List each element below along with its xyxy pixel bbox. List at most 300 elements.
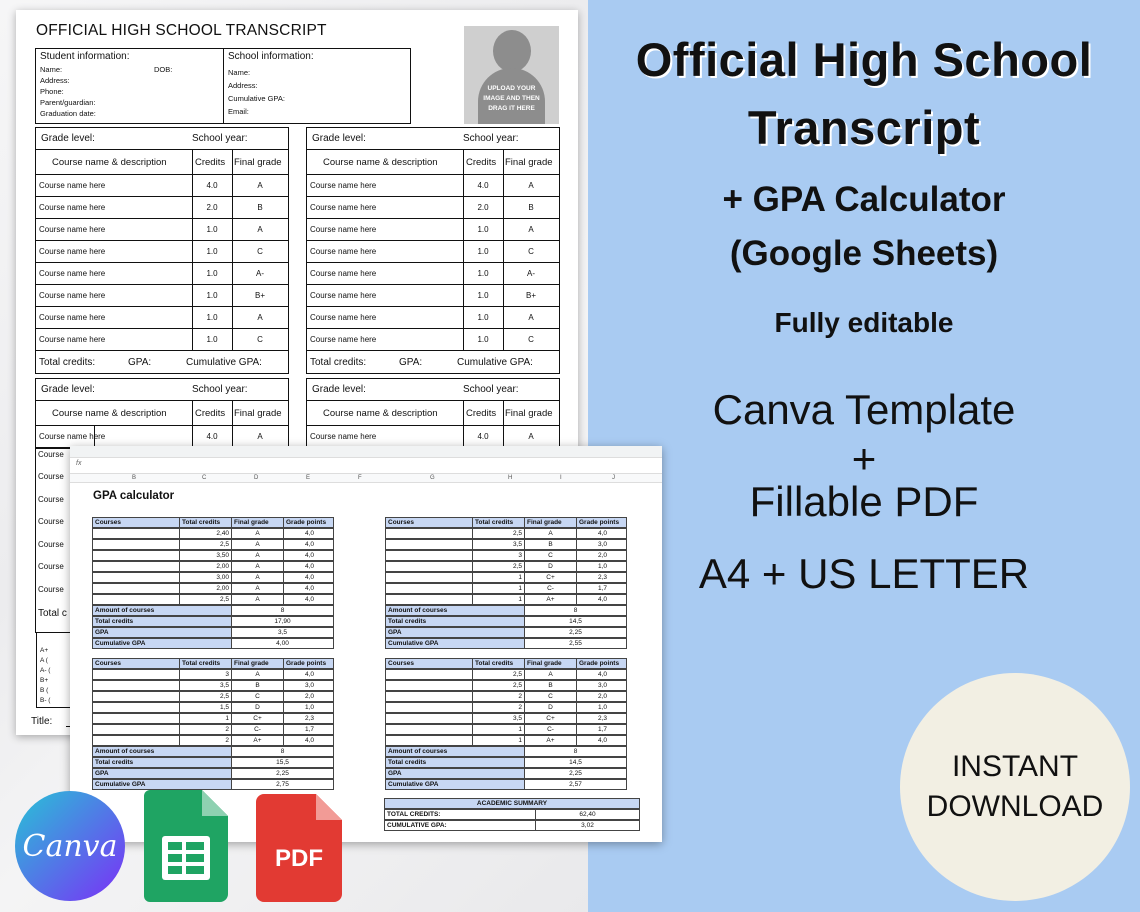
course-cell[interactable]: [93, 540, 179, 549]
summary-value[interactable]: 8: [231, 747, 333, 756]
summary-label: Total credits: [386, 617, 524, 626]
course-row[interactable]: [307, 175, 559, 197]
value-cell[interactable]: A: [231, 595, 283, 604]
value-cell[interactable]: A+: [231, 736, 283, 745]
course-grade: C: [257, 335, 263, 344]
totals-row: [36, 351, 288, 373]
gpa-table-header: [92, 658, 334, 669]
course-cell[interactable]: [386, 595, 472, 604]
value-cell[interactable]: C-: [524, 725, 576, 734]
summary-value[interactable]: 8: [524, 606, 626, 615]
gpa-summary-row: [385, 605, 627, 616]
student-field: Address:: [40, 76, 70, 85]
column-header-row: [36, 150, 288, 175]
gpa-summary-row: [92, 605, 334, 616]
summary-credits-value: 62,40: [535, 810, 639, 819]
value-cell[interactable]: A: [231, 529, 283, 538]
grade-level-row: [307, 128, 559, 150]
course-row[interactable]: [307, 285, 559, 307]
value-cell[interactable]: C: [524, 551, 576, 560]
value-cell[interactable]: 4,0: [576, 736, 628, 745]
summary-label: Cumulative GPA: [93, 639, 231, 648]
person-silhouette-icon: [493, 30, 531, 72]
summary-label: GPA: [386, 769, 524, 778]
gpa-row[interactable]: [92, 702, 334, 713]
course-row[interactable]: [307, 426, 559, 448]
summary-label: Total credits: [93, 758, 231, 767]
course-cell[interactable]: [93, 584, 179, 593]
summary-value[interactable]: 2,25: [524, 769, 626, 778]
value-cell[interactable]: 3: [179, 670, 231, 679]
grade-level-label: Grade level:: [41, 133, 95, 144]
value-cell[interactable]: 1: [472, 736, 524, 745]
course-row[interactable]: [36, 263, 288, 285]
header-cell: Courses: [95, 660, 122, 667]
sheet-toolbar: [70, 446, 662, 458]
value-cell[interactable]: 1,7: [283, 725, 335, 734]
summary-label: Amount of courses: [93, 606, 231, 615]
gpa-row[interactable]: [385, 702, 627, 713]
col-grade-header: Final grade: [234, 407, 282, 419]
course-row[interactable]: [36, 329, 288, 351]
value-cell[interactable]: 1: [472, 595, 524, 604]
course-row-partial: Course: [38, 540, 64, 549]
course-cell[interactable]: [93, 595, 179, 604]
gpa-row[interactable]: [92, 572, 334, 583]
key-item: A- (: [40, 667, 51, 674]
hero-plus: +: [851, 435, 877, 482]
course-row-partial: Course: [38, 585, 64, 594]
value-cell[interactable]: A: [231, 551, 283, 560]
academic-summary-header: [384, 798, 640, 809]
column-letter[interactable]: J: [612, 475, 615, 481]
course-cell[interactable]: [386, 573, 472, 582]
hero-line1: Official High School: [635, 33, 1093, 86]
col-course-header: Course name & description: [323, 407, 438, 419]
value-cell[interactable]: 4,0: [283, 540, 335, 549]
gpa-row[interactable]: [385, 680, 627, 691]
gpa-row[interactable]: [385, 724, 627, 735]
value-cell[interactable]: 2,3: [283, 714, 335, 723]
hero-a4-us-letter: A4 + US LETTER: [698, 550, 1030, 597]
course-row[interactable]: [36, 241, 288, 263]
gpa-row[interactable]: [92, 691, 334, 702]
value-cell[interactable]: 4,0: [283, 573, 335, 582]
gpa-row[interactable]: [92, 583, 334, 594]
value-cell[interactable]: C+: [524, 714, 576, 723]
gpa-row[interactable]: [92, 594, 334, 605]
value-cell[interactable]: 1,0: [576, 562, 628, 571]
summary-gpa-value: 3,02: [535, 821, 639, 830]
course-name: Course name here: [310, 291, 377, 300]
summary-value[interactable]: 2,25: [524, 628, 626, 637]
course-row[interactable]: [307, 219, 559, 241]
value-cell[interactable]: 1,7: [576, 584, 628, 593]
column-letter[interactable]: I: [560, 475, 562, 481]
course-credits: 4.0: [206, 181, 218, 190]
summary-label: GPA: [386, 628, 524, 637]
course-credits: 2.0: [477, 203, 489, 212]
school-field: Cumulative GPA:: [228, 94, 285, 103]
header-cell: Grade points: [576, 518, 628, 527]
summary-value[interactable]: 4,00: [231, 639, 333, 648]
course-cell[interactable]: [93, 725, 179, 734]
value-cell[interactable]: 2,5: [179, 692, 231, 701]
value-cell[interactable]: B: [231, 681, 283, 690]
col-course-header: Course name & description: [52, 407, 167, 419]
value-cell[interactable]: 2,00: [179, 584, 231, 593]
gpa-row[interactable]: [92, 550, 334, 561]
course-cell[interactable]: [93, 670, 179, 679]
course-grade: B+: [254, 291, 265, 300]
value-cell[interactable]: 4,0: [283, 595, 335, 604]
course-cell[interactable]: [386, 670, 472, 679]
value-cell[interactable]: 1,0: [283, 703, 335, 712]
course-row[interactable]: [36, 197, 288, 219]
value-cell[interactable]: A: [524, 529, 576, 538]
course-credits: 1.0: [206, 269, 218, 278]
value-cell[interactable]: 4,0: [576, 529, 628, 538]
gpa-spreadsheet: [70, 446, 662, 842]
course-grade: A-: [256, 269, 264, 278]
col-grade-header: Final grade: [234, 156, 282, 168]
col-credits-header: Credits: [466, 156, 497, 168]
google-sheets-icon: [144, 790, 228, 902]
course-grade: A: [528, 313, 534, 322]
course-cell[interactable]: [386, 529, 472, 538]
gpa-row[interactable]: [92, 735, 334, 746]
course-credits: 1.0: [477, 313, 489, 322]
column-letter[interactable]: C: [202, 475, 207, 481]
gpa-row[interactable]: [385, 713, 627, 724]
school-year-label: School year:: [192, 133, 248, 144]
value-cell[interactable]: A: [231, 562, 283, 571]
course-cell[interactable]: [386, 692, 472, 701]
summary-value[interactable]: 3,5: [231, 628, 333, 637]
value-cell[interactable]: D: [231, 703, 283, 712]
value-cell[interactable]: 2: [179, 736, 231, 745]
value-cell[interactable]: 4,0: [283, 551, 335, 560]
gpa-summary-row: [92, 638, 334, 649]
course-row[interactable]: [36, 175, 288, 197]
gpa-summary-row: [92, 627, 334, 638]
course-row[interactable]: [36, 285, 288, 307]
col-grade-header: Final grade: [505, 407, 553, 419]
gpa-row[interactable]: [92, 528, 334, 539]
course-row-partial: Course: [38, 450, 64, 459]
key-item: B+: [40, 677, 49, 684]
value-cell[interactable]: A: [231, 573, 283, 582]
value-cell[interactable]: 1,5: [179, 703, 231, 712]
photo-placeholder[interactable]: [464, 26, 559, 124]
course-row[interactable]: [36, 219, 288, 241]
course-credits: 1.0: [477, 247, 489, 256]
course-name: Course name here: [310, 247, 377, 256]
summary-label: Cumulative GPA: [386, 639, 524, 648]
value-cell[interactable]: 2,5: [472, 670, 524, 679]
value-cell[interactable]: 3: [472, 551, 524, 560]
gpa-row[interactable]: [92, 561, 334, 572]
course-credits: 1.0: [206, 335, 218, 344]
column-header-row: [307, 150, 559, 175]
hero-line2: Transcript: [747, 101, 981, 154]
course-grade: B: [528, 203, 534, 212]
course-grade: A: [257, 181, 263, 190]
course-cell[interactable]: [93, 692, 179, 701]
value-cell[interactable]: 2,3: [576, 714, 628, 723]
course-cell[interactable]: [386, 540, 472, 549]
course-row[interactable]: [307, 241, 559, 263]
course-cell[interactable]: [93, 681, 179, 690]
value-cell[interactable]: 4,0: [283, 529, 335, 538]
gpa-summary-row: [385, 616, 627, 627]
summary-label: Cumulative GPA: [386, 780, 524, 789]
value-cell[interactable]: 4,0: [283, 562, 335, 571]
summary-value[interactable]: 14,5: [524, 617, 626, 626]
value-cell[interactable]: 2,5: [472, 562, 524, 571]
value-cell[interactable]: 2,00: [179, 562, 231, 571]
course-cell[interactable]: [93, 573, 179, 582]
gpa-summary-row: [92, 768, 334, 779]
value-cell[interactable]: A: [231, 670, 283, 679]
key-item: A (: [40, 657, 48, 664]
hero-gpa-calculator: + GPA Calculator: [722, 180, 1006, 219]
course-grade: C: [528, 335, 534, 344]
value-cell[interactable]: C+: [524, 573, 576, 582]
summary-label: Cumulative GPA: [93, 780, 231, 789]
value-cell[interactable]: 1: [472, 725, 524, 734]
summary-label: Amount of courses: [93, 747, 231, 756]
course-cell[interactable]: [93, 529, 179, 538]
hero-canva-template: Canva Template: [712, 386, 1016, 433]
value-cell[interactable]: A+: [524, 595, 576, 604]
course-cell[interactable]: [93, 736, 179, 745]
gpa-summary-row: [92, 757, 334, 768]
gpa-table-header: [385, 658, 627, 669]
value-cell[interactable]: B: [524, 681, 576, 690]
value-cell[interactable]: 2,3: [576, 573, 628, 582]
gpa-row[interactable]: [92, 680, 334, 691]
course-grade: B+: [525, 291, 536, 300]
cumulative-gpa-label: Cumulative GPA:: [186, 356, 262, 368]
value-cell[interactable]: 3,5: [179, 681, 231, 690]
value-cell[interactable]: 4,0: [576, 595, 628, 604]
course-name: Course name here: [310, 225, 377, 234]
gpa-row[interactable]: [92, 669, 334, 680]
course-cell[interactable]: [386, 551, 472, 560]
value-cell[interactable]: C+: [231, 714, 283, 723]
summary-value[interactable]: 14,5: [524, 758, 626, 767]
column-letter[interactable]: G: [430, 475, 435, 481]
canva-logo-icon: [14, 790, 126, 902]
summary-value[interactable]: 8: [231, 606, 333, 615]
gpa-row[interactable]: [92, 539, 334, 550]
course-cell[interactable]: [93, 714, 179, 723]
gpa-summary-row: [385, 757, 627, 768]
photo-text-line: UPLOAD YOUR: [487, 85, 536, 92]
value-cell[interactable]: 3,00: [179, 573, 231, 582]
column-letter[interactable]: B: [132, 475, 137, 481]
dob-label: DOB:: [154, 65, 173, 74]
canva-logo-text: Canva: [22, 829, 118, 864]
hero-fillable-pdf: Fillable PDF: [749, 478, 979, 525]
gpa-row[interactable]: [385, 528, 627, 539]
course-name: Course name here: [310, 269, 377, 278]
value-cell[interactable]: 4,0: [576, 670, 628, 679]
key-item: B- (: [40, 697, 51, 704]
column-letter[interactable]: D: [254, 475, 259, 481]
value-cell[interactable]: 2,0: [576, 551, 628, 560]
col-course-header: Course name & description: [52, 156, 167, 168]
value-cell[interactable]: 1: [472, 584, 524, 593]
course-credits: 1.0: [477, 335, 489, 344]
course-cell[interactable]: [386, 681, 472, 690]
photo-text-line: IMAGE AND THEN: [483, 95, 540, 102]
course-grade: B: [257, 203, 263, 212]
value-cell[interactable]: 2,5: [179, 540, 231, 549]
course-grade: A-: [527, 269, 535, 278]
school-year-label: School year:: [463, 133, 519, 144]
value-cell[interactable]: C: [524, 692, 576, 701]
course-grade: A: [528, 225, 534, 234]
key-item: A+: [40, 647, 49, 654]
value-cell[interactable]: 2: [179, 725, 231, 734]
gpa-row[interactable]: [92, 724, 334, 735]
value-cell[interactable]: 2: [472, 703, 524, 712]
value-cell[interactable]: C-: [231, 725, 283, 734]
school-year-label: School year:: [192, 384, 248, 395]
course-cell[interactable]: [386, 714, 472, 723]
value-cell[interactable]: 4,0: [283, 736, 335, 745]
course-cell[interactable]: [93, 703, 179, 712]
course-name: Course name here: [39, 181, 106, 190]
column-letter[interactable]: E: [306, 475, 311, 481]
student-field: Name:: [40, 65, 63, 74]
col-credits-header: Credits: [195, 156, 226, 168]
course-cell[interactable]: [386, 562, 472, 571]
value-cell[interactable]: B: [524, 540, 576, 549]
totals-row: [307, 351, 559, 373]
summary-value[interactable]: 2,25: [231, 769, 333, 778]
badge-line1: INSTANT: [951, 750, 1079, 783]
value-cell[interactable]: C: [231, 692, 283, 701]
summary-label: Total credits: [386, 758, 524, 767]
summary-value[interactable]: 2,75: [231, 780, 333, 789]
photo-text-line: DRAG IT HERE: [488, 105, 535, 112]
value-cell[interactable]: C-: [524, 584, 576, 593]
gpa-row[interactable]: [92, 713, 334, 724]
value-cell[interactable]: 4,0: [283, 584, 335, 593]
summary-value[interactable]: 2,55: [524, 639, 626, 648]
course-name: Course name here: [39, 269, 106, 278]
value-cell[interactable]: 3,5: [472, 714, 524, 723]
value-cell[interactable]: A: [231, 584, 283, 593]
value-cell[interactable]: A: [524, 670, 576, 679]
value-cell[interactable]: 1,0: [576, 703, 628, 712]
value-cell[interactable]: 3,0: [283, 681, 335, 690]
summary-value[interactable]: 15,5: [231, 758, 333, 767]
summary-label: Amount of courses: [386, 747, 524, 756]
grade-table-2: [306, 127, 560, 374]
value-cell[interactable]: 3,5: [472, 540, 524, 549]
course-row[interactable]: [307, 197, 559, 219]
gpa-row[interactable]: [385, 669, 627, 680]
value-cell[interactable]: D: [524, 703, 576, 712]
course-grade: A: [528, 181, 534, 190]
summary-label: Amount of courses: [386, 606, 524, 615]
photo-upload-text: [469, 84, 554, 114]
summary-value[interactable]: 2,57: [524, 780, 626, 789]
school-info: [224, 49, 410, 123]
value-cell[interactable]: 3,50: [179, 551, 231, 560]
course-credits: 1.0: [206, 225, 218, 234]
summary-gpa-row: [384, 820, 640, 831]
value-cell[interactable]: 1,7: [576, 725, 628, 734]
student-field: Parent/guardian:: [40, 98, 96, 107]
course-name: Course name here: [39, 335, 106, 344]
value-cell[interactable]: A: [231, 540, 283, 549]
gpa-summary-row: [92, 779, 334, 790]
course-row[interactable]: [36, 307, 288, 329]
header-cell: Final grade: [524, 518, 576, 527]
course-cell[interactable]: [386, 703, 472, 712]
value-cell[interactable]: 2,0: [576, 692, 628, 701]
gpa-row[interactable]: [385, 735, 627, 746]
column-letter[interactable]: F: [358, 475, 362, 481]
school-field: Email:: [228, 107, 249, 116]
summary-value[interactable]: 8: [524, 747, 626, 756]
school-info-heading: School information:: [228, 51, 314, 62]
course-cell[interactable]: [386, 584, 472, 593]
title-label: Title:: [31, 716, 53, 727]
value-cell[interactable]: 1: [179, 714, 231, 723]
course-row-partial: Course: [38, 562, 64, 571]
value-cell[interactable]: 2,5: [179, 595, 231, 604]
course-name: Course name here: [39, 203, 106, 212]
course-credits: 1.0: [206, 313, 218, 322]
course-cell[interactable]: [386, 736, 472, 745]
course-cell[interactable]: [386, 725, 472, 734]
course-credits: 2.0: [206, 203, 218, 212]
pdf-file-icon: [256, 794, 342, 902]
summary-value[interactable]: 17,90: [231, 617, 333, 626]
value-cell[interactable]: 2,5: [472, 529, 524, 538]
summary-credits-label: TOTAL CREDITS:: [387, 811, 441, 818]
value-cell[interactable]: 3,0: [576, 681, 628, 690]
course-row[interactable]: [307, 263, 559, 285]
value-cell[interactable]: D: [524, 562, 576, 571]
value-cell[interactable]: A+: [524, 736, 576, 745]
course-cell[interactable]: [93, 551, 179, 560]
gpa-summary-row: [385, 768, 627, 779]
value-cell[interactable]: 2,40: [179, 529, 231, 538]
gpa-row[interactable]: [385, 691, 627, 702]
summary-label: GPA: [93, 628, 231, 637]
value-cell[interactable]: 2: [472, 692, 524, 701]
course-cell[interactable]: [93, 562, 179, 571]
course-row[interactable]: [307, 329, 559, 351]
column-letter[interactable]: H: [508, 475, 513, 481]
course-row[interactable]: [307, 307, 559, 329]
value-cell[interactable]: 4,0: [283, 670, 335, 679]
value-cell[interactable]: 2,0: [283, 692, 335, 701]
value-cell[interactable]: 3,0: [576, 540, 628, 549]
gpa-row[interactable]: [385, 539, 627, 550]
value-cell[interactable]: 1: [472, 573, 524, 582]
value-cell[interactable]: 2,5: [472, 681, 524, 690]
header-cell: Grade points: [576, 659, 628, 668]
grade-table-1: [35, 127, 289, 374]
